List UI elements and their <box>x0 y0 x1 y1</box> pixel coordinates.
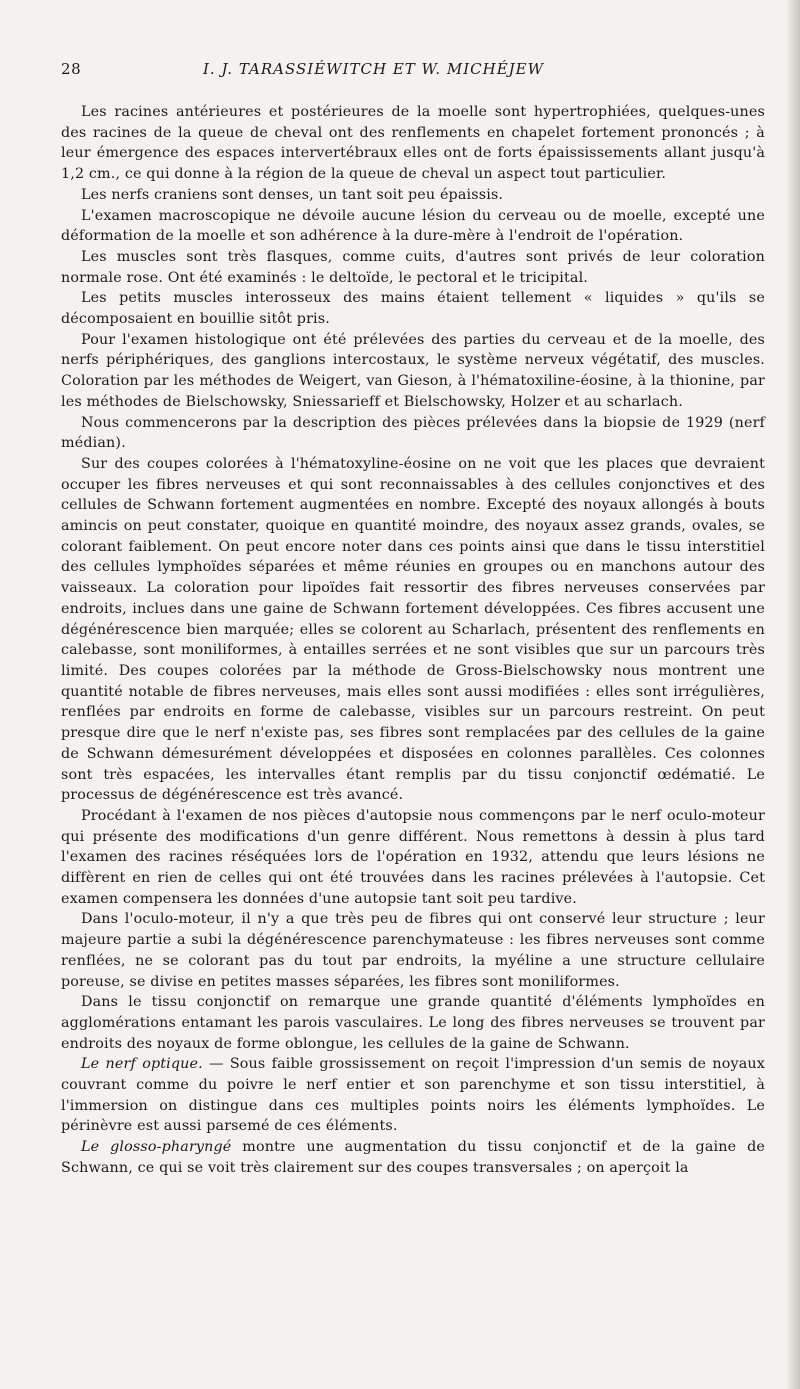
paragraph: Dans l'oculo-moteur, il n'y a que très peu de fibres qui ont conservé leur structure ; leur majeure partie a subi la dégénérescence parenchymateuse : les fibres nerveuses sont comme renflées, ne se colorant pas du tout par endroits, la myéline a une structure cellulaire poreuse, se divise en petites masses séparées, les fibres sont moniliformes. <box>61 911 765 990</box>
paragraph: Sur des coupes colorées à l'hématoxyline-éosine on ne voit que les places que devraient occuper les fibres nerveuses et qui sont reconnaissables à des cellules conjonctives et des cellules de Schwann fortement augmentées en nombre. Excepté des noyaux allongés à bouts amincis on peut constater, quoique en quantité moindre, des noyaux assez grands, ovales, se colorant faiblement. On peut encore noter dans ces points ainsi que dans le tissu interstitiel des cellules lymphoïdes séparées et même réunies en groupes ou en manchons autour des vaisseaux. La coloration pour lipoïdes fait ressortir des fibres nerveuses conservées par endroits, inclues dans une gaine de Schwann fortement développées. Ces fibres accusent une dégénérescence bien marquée; elles se colorent au Scharlach, présentent des renflements en calebasse, sont moniliformes, à entailles serrées et ne sont visibles que sur un parcours très limité. Des coupes colorées par la méthode de Gross-Bielschowsky nous montrent une quantité notable de fibres nerveuses, mais elles sont aussi modifiées : elles sont irrégulières, renflées par endroits en forme de calebasse, visibles sur un parcours restreint. On peut presque dire que le nerf n'existe pas, ses fibres sont remplacées par des cellules de la gaine de Schwann démesurément développées et disposées en colonnes parallèles. Ces colonnes sont très espacées, les intervalles étant remplis par du tissu conjonctif œdématié. Le processus de dégénérescence est très avancé. <box>61 455 765 804</box>
paragraph: Dans le tissu conjonctif on remarque une grande quantité d'éléments lymphoïdes en agglomérations entamant les parois vasculaires. Le long des fibres nerveuses se trouvent par endroits des noyaux de forme oblongue, les cellules de la gaine de Schwann. <box>61 994 765 1052</box>
section-lead: Le nerf optique. <box>81 1056 203 1073</box>
paragraph: Nous commencerons par la description des pièces prélevées dans la biopsie de 1929 (nerf médian). <box>61 414 765 452</box>
paragraph: Les nerfs craniens sont denses, un tant soit peu épaissis. <box>81 186 504 203</box>
paragraph: L'examen macroscopique ne dévoile aucune lésion du cerveau ou de moelle, excepté une déformation de la moelle et son adhérence à la dure-mère à l'endroit de l'opération. <box>61 207 765 245</box>
paragraph: Procédant à l'examen de nos pièces d'autopsie nous commençons par le nerf oculo-moteur qui présente des modifications d'un genre différent. Nous remettons à dessin à plus tard l'examen des racines réséquées lors de l'opération en 1932, attendu que leurs lésions ne diffèrent en rien de celles qui ont été trouvées dans les racines prélevées à l'autopsie. Cet examen compensera les données d'une autopsie tant soit peu tardive. <box>61 807 765 907</box>
book-spine-shadow <box>786 0 800 1389</box>
paragraph: Le nerf optique. — Sous faible grossissement on reçoit l'impression d'un semis de noyaux couvrant comme du poivre le nerf entier et son parenchyme et son tissu interstitiel, à l'immersion on distingue dans ces multiples points noirs les éléments lymphoïdes. Le périnèvre est aussi parsemé de ces éléments. <box>61 1056 765 1135</box>
body-text <box>61 102 765 1179</box>
page-header <box>61 60 765 84</box>
running-title: I. J. TARASSIÉWITCH ET W. MICHÉJEW <box>203 60 545 78</box>
paragraph: Les muscles sont très flasques, comme cuits, d'autres sont privés de leur coloration normale rose. Ont été examinés : le deltoïde, le pectoral et le tricipital. <box>61 248 765 286</box>
paragraph: Pour l'examen histologique ont été prélevées des parties du cerveau et de la moelle, des nerfs périphériques, des ganglions intercostaux, le système nerveux végétatif, des muscles. Coloration par les méthodes de Weigert, van Gieson, à l'hématoxiline-éosine, à la thionine, par les méthodes de Bielschowsky, Sniessarieff et Bielschowsky, Holzer et au scharlach. <box>61 331 765 410</box>
paragraph: Les racines antérieures et postérieures de la moelle sont hypertrophiées, quelques-unes des racines de la queue de cheval ont des renflements en chapelet fortement prononcés ; à leur émergence des espaces intervertébraux elles ont de forts épaississements allant jusqu'à 1,2 cm., ce qui donne à la région de la queue de cheval un aspect tout particulier. <box>61 104 765 183</box>
paragraph: Le glosso-pharyngé montre une augmentation du tissu conjonctif et de la gaine de Schwann, ce qui se voit très clairement sur des coupes transversales ; on aperçoit la <box>61 1139 765 1176</box>
section-lead: Le glosso-pharyngé <box>81 1139 232 1156</box>
book-page <box>61 60 765 1179</box>
paragraph: Les petits muscles interosseux des mains étaient tellement « liquides » qu'ils se décomposaient en bouillie sitôt pris. <box>61 290 765 328</box>
page-number: 28 <box>61 60 82 78</box>
